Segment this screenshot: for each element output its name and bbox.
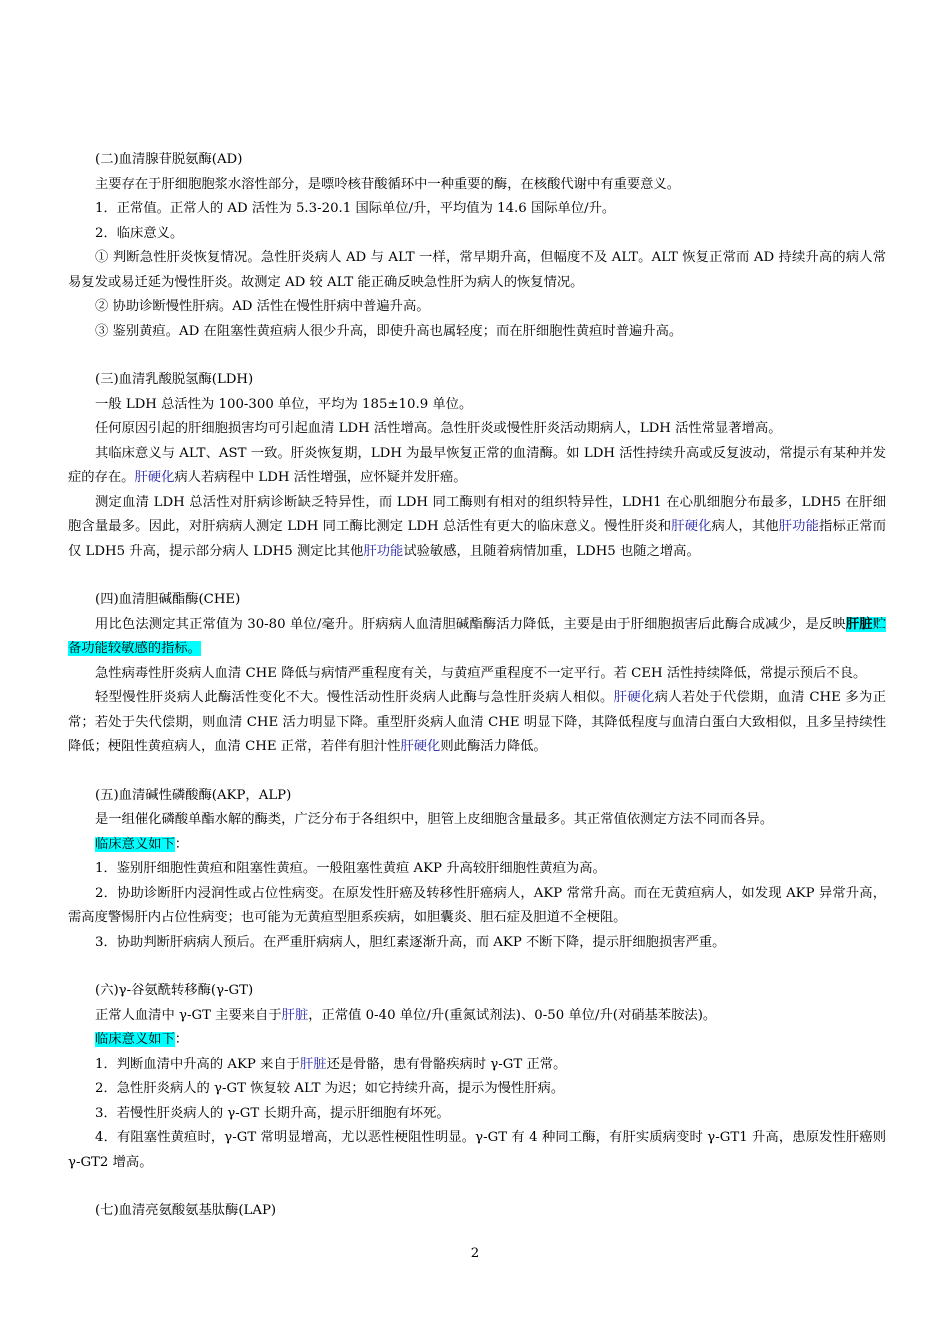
text: 指标正常而仅 LDH5 升高，提示部分病人 LDH5 测定比其他: [68, 519, 887, 559]
paragraph: [68, 442, 886, 491]
paragraph: 任何原因引起的肝细胞损害均可引起血清 LDH 活性增高。急性肝炎或慢性肝炎活动期病人，LDH 活性常显著增高。: [95, 421, 782, 436]
highlighted-term-liver: 肝脏: [845, 616, 873, 632]
text: 病人若处于代偿期，血清 CHE 多为正常；若处于失代偿期，则血清 CHE 活力明显下降。重型肝炎病人血清 CHE 明显下降，其降低程度与血清白蛋白大致相似，且多呈持续性降低；梗阻性黄疸病人，血清 CHE 正常，若伴有胆汁性: [68, 690, 886, 754]
text: 还是骨骼，患有骨骼疾病时 γ-GT 正常。: [326, 1056, 567, 1072]
highlighted-heading: 临床意义如下: [95, 836, 175, 852]
paragraph: 2．临床意义。: [95, 225, 184, 241]
paragraph: [68, 491, 886, 565]
paragraph: ③ 鉴别黄疸。AD 在阻塞性黄疸病人很少升高，即使升高也属轻度；而在肝细胞性黄疸时普遍升高。: [95, 323, 683, 339]
link-cirrhosis[interactable]: 肝硬化: [134, 470, 175, 485]
highlighted-text: 贮备功能较敏感的指标。: [68, 616, 887, 656]
section-che: [68, 588, 886, 760]
text: 则此酶活力降低。: [440, 739, 547, 754]
paragraph: 3．若慢性肝炎病人的 γ-GT 长期升高，提示肝细胞有坏死。: [95, 1105, 450, 1121]
paragraph: 2．协助诊断肝内浸润性或占位性病变。在原发性肝癌及转移性肝癌病人，AKP 常常升高。而在无黄疸病人，如发现 AKP 异常升高，需高度警惕肝内占位性病变；也可能为无黄疸型胆系疾病，如胆囊炎、胆石症及胆道不全梗阻。: [68, 885, 886, 925]
paragraph: ① 判断急性肝炎恢复情况。急性肝炎病人 AD 与 ALT 一样，常早期升高，但幅度不及 ALT。ALT 恢复正常而 AD 持续升高的病人常易复发或易迁延为慢性肝炎。故测定 AD 较 ALT 能正确反映急性肝为病人的恢复情况。: [68, 250, 886, 290]
section-title: (二)血清腺苷脱氨酶(AD): [95, 152, 243, 167]
paragraph: [68, 1053, 886, 1078]
section-ggt: [68, 979, 886, 1175]
text: 病人，其他: [711, 519, 779, 534]
link-cirrhosis[interactable]: 肝硬化: [400, 739, 441, 754]
text: 正常人血清中 γ-GT 主要来自于: [95, 1007, 282, 1023]
link-liver[interactable]: 肝脏: [299, 1056, 327, 1072]
document-body: [68, 148, 886, 1248]
link-cirrhosis[interactable]: 肝硬化: [613, 690, 655, 705]
section-title: (三)血清乳酸脱氢酶(LDH): [95, 372, 254, 387]
highlighted-heading: 临床意义如下: [95, 1032, 175, 1047]
paragraph: [68, 686, 886, 760]
text: ，正常值 0-40 单位/升(重氮试剂法)、0-50 单位/升(对硝基苯胺法)。: [308, 1007, 717, 1023]
section-ldh: [68, 368, 886, 564]
link-liver-function[interactable]: 肝功能: [363, 543, 404, 559]
link-liver-function[interactable]: 肝功能: [778, 519, 820, 534]
section-akp: [68, 784, 886, 956]
section-title: (七)血清亮氨酸氨基肽酶(LAP): [95, 1203, 277, 1218]
page-number: 2: [470, 1246, 480, 1261]
section-title: (四)血清胆碱酯酶(CHE): [95, 592, 241, 607]
link-cirrhosis[interactable]: 肝硬化: [671, 519, 712, 534]
paragraph: 4．有阻塞性黄疸时，γ-GT 常明显增高，尤以恶性梗阻性明显。γ-GT 有 4 种同工酶，有肝实质病变时 γ-GT1 升高，患原发性肝癌则 γ-GT2 增高。: [68, 1130, 886, 1170]
text: 其临床意义与 ALT、AST 一致。肝炎恢复期，LDH 为最早恢复正常的血清酶。如 LDH 活性持续升高或反复波动，常提示有某种并发症的存在。: [68, 445, 886, 485]
text: ：: [174, 1032, 189, 1047]
paragraph: [68, 833, 886, 858]
section-ad: [68, 148, 886, 344]
paragraph: 2．急性肝炎病人的 γ-GT 恢复较 ALT 为迟；如它持续升高，提示为慢性肝病。: [95, 1081, 565, 1096]
paragraph: [68, 1028, 886, 1053]
paragraph: 3．协助判断肝病病人预后。在严重肝病病人，胆红素逐渐升高，而 AKP 不断下降，提示肝细胞损害严重。: [95, 934, 726, 950]
paragraph: [68, 1004, 886, 1029]
section-title: (五)血清碱性磷酸酶(AKP，ALP): [95, 787, 292, 803]
paragraph: 急性病毒性肝炎病人血清 CHE 降低与病情严重程度有关，与黄疸严重程度不一定平行。若 CEH 活性持续降低，常提示预后不良。: [95, 665, 867, 681]
section-lap: [68, 1199, 886, 1224]
text: 病人若病程中 LDH 活性增强，应怀疑并发肝癌。: [174, 470, 467, 485]
text: 1．判断血清中升高的 AKP 来自于: [95, 1056, 300, 1072]
text: ：: [174, 836, 189, 852]
text: 试验敏感，且随着病情加重，LDH5 也随之增高。: [403, 543, 700, 559]
text: 轻型慢性肝炎病人此酶活性变化不大。慢性活动性肝炎病人此酶与急性肝炎病人相似。: [95, 690, 614, 705]
paragraph: 1．鉴别肝细胞性黄疸和阻塞性黄疸。一般阻塞性黄疸 AKP 升高较肝细胞性黄疸为高。: [95, 861, 606, 876]
paragraph: 主要存在于肝细胞胞浆水溶性部分，是嘌呤核苷酸循环中一种重要的酶，在核酸代谢中有重要意义。: [95, 176, 681, 192]
paragraph: [68, 613, 886, 662]
text: 测定血清 LDH 总活性对肝病诊断缺乏特异性，而 LDH 同工酶则有相对的组织特异性，LDH1 在心肌细胞分布最多，LDH5 在肝细胞含量最多。因此，对肝病病人测定 LDH 同工酶比测定 LDH 总活性有更大的临床意义。慢性肝炎和: [68, 494, 886, 534]
paragraph: 1．正常值。正常人的 AD 活性为 5.3-20.1 国际单位/升，平均值为 14.6 国际单位/升。: [95, 201, 616, 216]
paragraph: 是一组催化磷酸单酯水解的酶类，广泛分布于各组织中，胆管上皮细胞含量最多。其正常值依测定方法不同而各异。: [95, 812, 774, 827]
section-title: (六)γ-谷氨酰转移酶(γ-GT): [95, 983, 254, 998]
paragraph: ② 协助诊断慢性肝病。AD 活性在慢性肝病中普遍升高。: [95, 299, 430, 314]
link-liver[interactable]: 肝脏: [281, 1007, 309, 1023]
paragraph: 一般 LDH 总活性为 100-300 单位，平均为 185±10.9 单位。: [95, 396, 473, 412]
text: 用比色法测定其正常值为 30-80 单位/毫升。肝病病人血清胆碱酯酶活力降低，主要是由于肝细胞损害后此酶合成减少，是反映: [95, 616, 846, 632]
